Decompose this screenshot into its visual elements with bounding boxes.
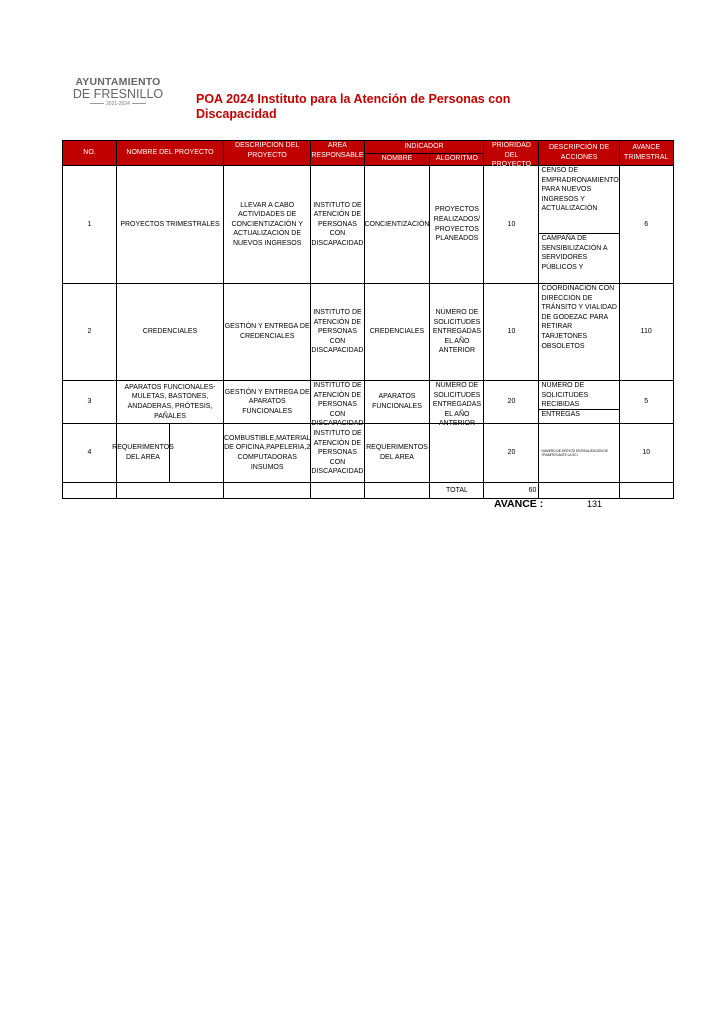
- row-descripcion-text: COMBUSTIBLE,MATERIAL DE OFICINA,PAPELERIA,2 COMPUTADORAS INSUMOS: [224, 434, 311, 471]
- total-empty-cell: [117, 483, 224, 499]
- row-prioridad: 20: [484, 424, 539, 483]
- header-descripcion-acciones: DESCRIPCIÓN DE ACCIONES: [539, 141, 619, 166]
- row-area: [311, 381, 364, 428]
- row-algoritmo: [430, 381, 484, 428]
- header-area-responsable: [311, 141, 364, 166]
- row-nombre-proyecto-text: REQUERIMENTOS DEL AREA: [117, 424, 170, 482]
- row-accion-item: ENTREGAS: [541, 411, 580, 418]
- header-prioridad: [484, 141, 539, 169]
- row-accion-item: CAMPAÑA DE SENSIBILIZACIÓN A SERVIDORES PÚBLICOS Y: [541, 235, 608, 271]
- avance-value: 131: [586, 499, 602, 509]
- row-area-text: INSTITUTO DE ATENCIÓN DE PERSONAS CON DISCAPACIDAD: [311, 309, 364, 355]
- row-indicador-nombre: [364, 284, 430, 381]
- row-area-text: INSTITUTO DE ATENCIÓN DE PERSONAS CON DISCAPACIDAD: [311, 201, 364, 247]
- header-prioridad-text: PRIORIDAD DEL PROYECTO: [491, 142, 532, 169]
- row-descripcion-text: GESTIÓN Y ENTREGA DE APARATOS FUNCIONALES: [224, 388, 310, 415]
- table-row: [63, 424, 674, 483]
- logo-line-1: AYUNTAMIENTO: [75, 76, 161, 88]
- row-area: [311, 284, 364, 381]
- row-algoritmo-text: PROYECTOS REALIZADOS/ PROYECTOS PLANEADOS: [433, 206, 481, 243]
- row-descripcion: [224, 381, 311, 424]
- header-nombre-proyecto: NOMBRE DEL PROYECTO: [117, 141, 224, 166]
- row-no: 1: [63, 166, 117, 284]
- row-acciones: [539, 424, 619, 483]
- row-nombre-proyecto: [117, 381, 224, 424]
- table-row: [63, 284, 674, 381]
- row-acciones: [539, 166, 619, 284]
- row-avance: 5: [619, 381, 673, 424]
- row-accion-item: COORDINACIÓN CON DIRECCIÓN DE TRÁNSITO Y VIALIDAD DE GODEZAC PARA RETIRAR TARJETONES OBSOLETOS: [541, 285, 617, 350]
- row-avance: 10: [619, 424, 673, 483]
- row-accion-item: NÚMERO DE SOLICITUDES RECIBIDAS: [539, 381, 618, 410]
- total-empty-cell: [539, 483, 619, 499]
- row-area: [311, 424, 364, 483]
- header-area-text: AREA RESPONSABLE: [311, 142, 364, 159]
- row-algoritmo: [430, 424, 484, 483]
- row-prioridad: 10: [484, 284, 539, 381]
- header-indicador: INDICADOR: [364, 141, 484, 154]
- row-nombre-proyecto: CREDENCIALES: [117, 284, 224, 381]
- row-indicador-nombre-text: APARATOS FUNCIONALES: [372, 393, 422, 410]
- row-indicador-nombre: [364, 424, 430, 483]
- row-nombre-proyecto-empty: [170, 424, 223, 482]
- row-prioridad: 20: [484, 381, 539, 424]
- row-accion-item: CENSO DE EMPRADRONAMIENTO PARA NUEVOS INGRESOS Y ACTUALIZACIÓN: [539, 166, 618, 234]
- document-title: POA 2024 Instituto para la Atención de Personas con Discapacidad: [196, 92, 511, 121]
- row-descripcion-text: LLEVAR A CABO ACTIVIDADES DE CONCIENTIZACIÓN Y ACTUALIZACIÓN DE NUEVOS INGRESOS: [231, 201, 303, 247]
- header-descripcion-text: DESCRIPCION DEL PROYECTO: [235, 142, 300, 159]
- header-descripcion-proyecto: [224, 141, 311, 166]
- row-descripcion: [224, 166, 311, 284]
- row-algoritmo: [430, 284, 484, 381]
- row-area-text: INSTITUTO DE ATENCIÓN DE PERSONAS CON DISCAPACIDAD: [311, 430, 364, 476]
- row-indicador-nombre: [364, 166, 430, 284]
- total-empty-cell: [619, 483, 673, 499]
- row-acciones: [539, 284, 619, 381]
- avance-summary: [494, 498, 602, 512]
- total-row: [63, 483, 674, 499]
- table-row: [63, 381, 674, 424]
- logo-years-text: 2021-2024: [106, 101, 130, 107]
- total-empty-cell: [63, 483, 117, 499]
- header-avance-trimestral: AVANCE TRIMESTRAL: [619, 141, 673, 166]
- row-area: [311, 166, 364, 284]
- row-nombre-proyecto: [112, 424, 224, 483]
- header-no: NO.: [63, 141, 117, 166]
- avance-label: AVANCE :: [494, 498, 544, 510]
- ayuntamiento-logo: [72, 77, 164, 108]
- row-nombre-proyecto: PROYECTOS TRIMESTRALES: [117, 166, 224, 284]
- table-row: [63, 166, 674, 284]
- total-empty-cell: [224, 483, 311, 499]
- row-descripcion-text: GESTIÓN Y ENTREGA DE CREDENCIALES: [224, 323, 310, 340]
- row-indicador-nombre-text: REQUERIMENTOS DEL AREA: [366, 444, 428, 461]
- row-area-text: INSTITUTO DE ATENCIÓN DE PERSONAS CON DISCAPACIDAD: [311, 382, 364, 428]
- row-descripcion: [224, 424, 311, 483]
- row-prioridad: 10: [484, 166, 539, 284]
- row-avance: 6: [619, 166, 673, 284]
- poa-table: [62, 140, 674, 499]
- row-nombre-proyecto-split: [112, 424, 223, 482]
- row-algoritmo-text: NÚMERO DE SOLICITUDES ENTREGADAS EL AÑO ANTERIOR: [432, 382, 482, 428]
- row-descripcion: [224, 284, 311, 381]
- row-algoritmo: [430, 166, 484, 284]
- logo-line-2: DE FRESNILLO: [72, 87, 164, 101]
- row-indicador-nombre-text: CONCIENTIZACIÓN: [364, 220, 430, 228]
- row-indicador-nombre: [364, 381, 430, 424]
- row-nombre-proyecto-text: APARATOS FUNCIONALES- MULETAS, BASTONES, ANDADERAS, PRÓTESIS, PAÑALES: [124, 383, 216, 420]
- row-accion-item: NUMERO DE APOYOS EN REALIZACION DE TRAMITES ANTE LA SCI: [541, 449, 608, 457]
- logo-years: [72, 101, 164, 108]
- row-no: 4: [63, 424, 117, 483]
- header-row-1: [63, 141, 674, 154]
- row-avance: 110: [619, 284, 673, 381]
- row-no: 2: [63, 284, 117, 381]
- header-indicador-nombre: NOMBRE: [364, 153, 430, 166]
- total-empty-cell: [311, 483, 364, 499]
- total-value: 60: [484, 483, 539, 499]
- header-indicador-algoritmo: ALGORITMO: [430, 153, 484, 166]
- total-label: TOTAL: [430, 483, 484, 499]
- row-acciones: [539, 381, 619, 424]
- total-empty-cell: [364, 483, 430, 499]
- row-algoritmo-text: NÚMERO DE SOLICITUDES ENTREGADAS EL AÑO ANTERIOR: [432, 309, 482, 355]
- row-indicador-nombre-text: CREDENCIALES: [369, 328, 425, 336]
- row-no: 3: [63, 381, 117, 424]
